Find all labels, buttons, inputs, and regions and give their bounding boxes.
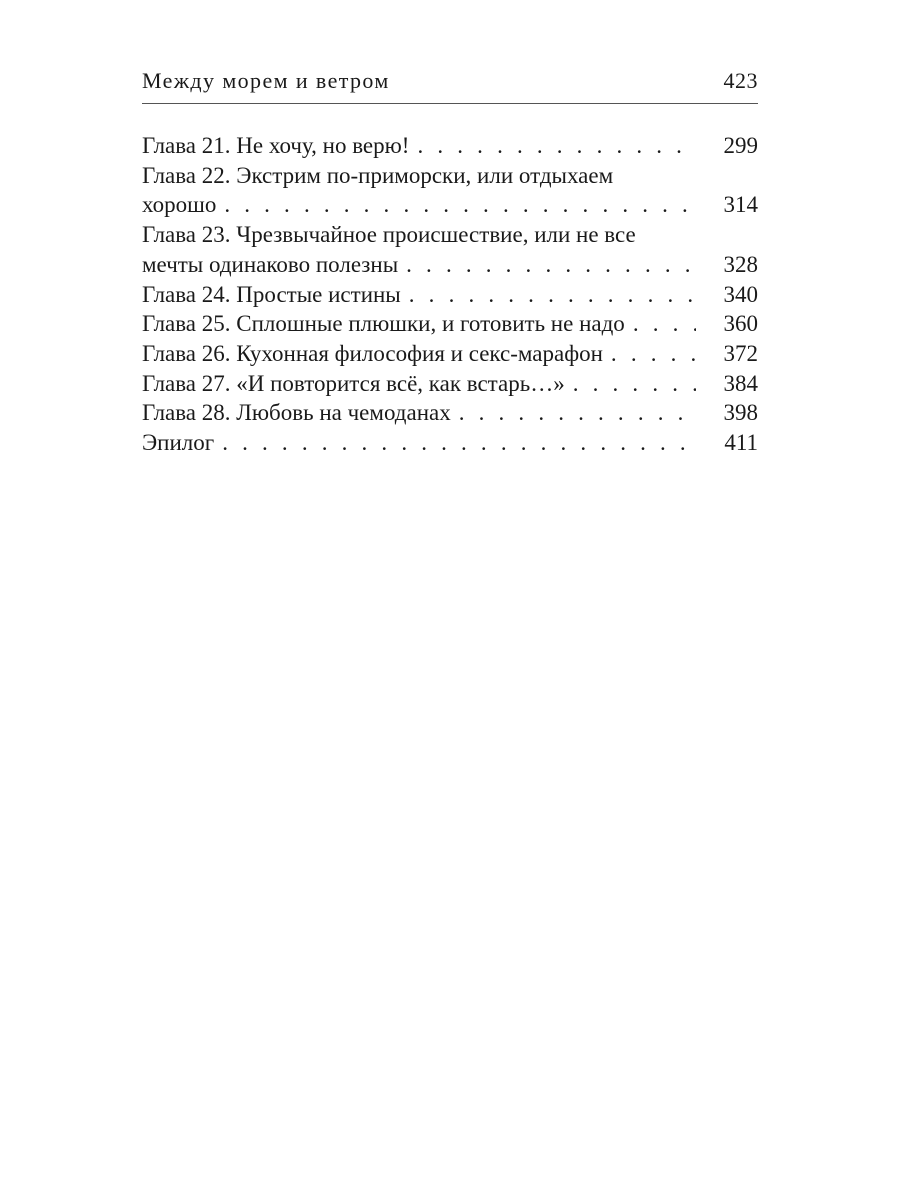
toc-entry-chapter-22 — [142, 161, 758, 220]
book-title: Между морем и ветром — [142, 68, 390, 93]
toc-leader-dots — [417, 131, 696, 161]
toc-entry-chapter-28 — [142, 398, 758, 428]
toc-entry-page: 411 — [724, 430, 758, 456]
toc-entry-title-line: Глава 22. Экстрим по-приморски, или отдыхаем — [142, 162, 614, 188]
toc-entry-chapter-26 — [142, 339, 758, 369]
toc-entry-title: Глава 24. Простые истины — [142, 281, 401, 307]
toc-entry-title-continuation: мечты одинаково полезны — [142, 251, 399, 277]
toc-leader-dots — [222, 428, 696, 458]
toc-entry-page: 328 — [723, 251, 758, 277]
toc-leader-dots — [406, 250, 696, 280]
toc-entry-page: 372 — [723, 340, 758, 366]
toc-entry-page: 384 — [723, 370, 758, 396]
toc-leader-dots — [611, 339, 696, 369]
toc-entry-chapter-21 — [142, 131, 758, 161]
toc-entry-chapter-23 — [142, 220, 758, 279]
toc-entry-title: Эпилог — [142, 430, 215, 456]
toc-entry-chapter-25 — [142, 309, 758, 339]
table-of-contents — [142, 131, 758, 458]
toc-entry-chapter-24 — [142, 280, 758, 310]
toc-entry-page: 360 — [723, 311, 758, 337]
toc-leader-dots — [633, 309, 696, 339]
toc-leader-dots — [573, 369, 696, 399]
running-header — [142, 60, 758, 104]
toc-entry-chapter-27 — [142, 369, 758, 399]
toc-entry-page: 299 — [723, 133, 758, 158]
book-page — [142, 60, 758, 458]
toc-entry-title-continuation: хорошо — [142, 192, 217, 218]
toc-leader-dots — [224, 190, 696, 220]
toc-entry-title-line: Глава 23. Чрезвычайное происшествие, или не все — [142, 222, 636, 248]
toc-entry-page: 398 — [723, 400, 758, 426]
toc-entry-title: Глава 26. Кухонная философия и секс-марафон — [142, 340, 603, 366]
toc-entry-title: Глава 21. Не хочу, но верю! — [142, 133, 410, 158]
toc-entry-title: Глава 27. «И повторится всё, как встарь…» — [142, 370, 565, 396]
toc-entry-page: 340 — [723, 281, 758, 307]
toc-leader-dots — [459, 398, 696, 428]
toc-entry-title: Глава 28. Любовь на чемоданах — [142, 400, 451, 426]
toc-entry-page: 314 — [723, 192, 758, 218]
toc-entry-epilogue — [142, 428, 758, 458]
page-number: 423 — [723, 68, 758, 93]
toc-leader-dots — [409, 280, 696, 310]
toc-entry-title: Глава 25. Сплошные плюшки, и готовить не надо — [142, 311, 625, 337]
